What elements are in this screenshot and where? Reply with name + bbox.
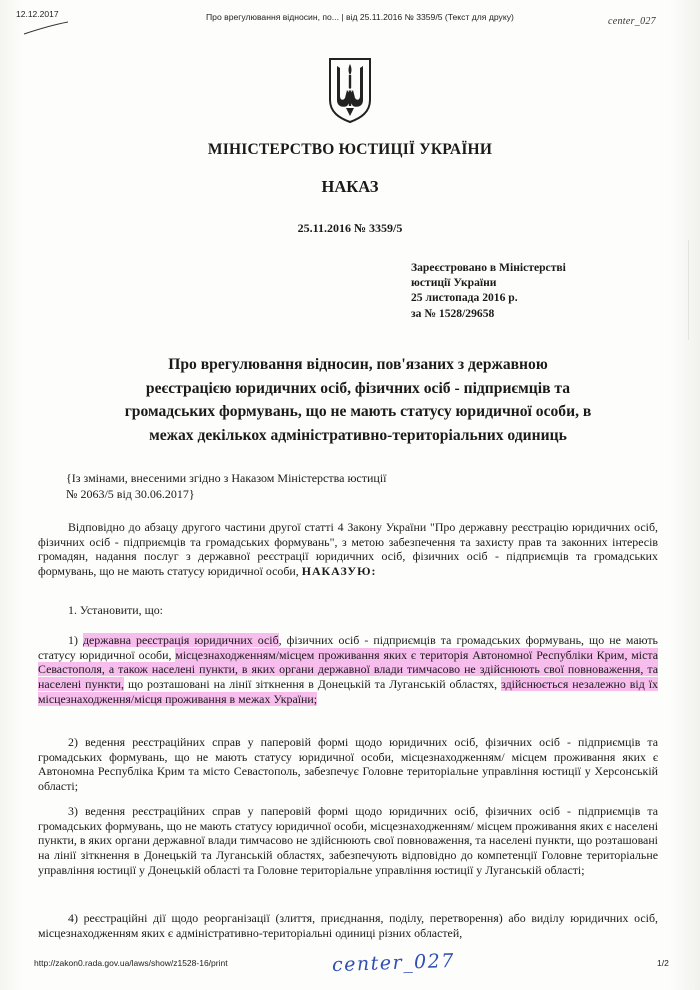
registration-line: Зареєстровано в Міністерстві: [411, 261, 566, 274]
registration-block: [411, 260, 566, 321]
ministry-name: МІНІСТЕРСТВО ЮСТИЦІЇ УКРАЇНИ: [207, 141, 493, 158]
print-header-title: Про врегулювання відносин, по... | від 25.11.2016 № 3359/5 (Текст для друку): [206, 12, 514, 22]
subitem-4: 4) реєстраційні дії щодо реорганізації (злиття, приєднання, поділу, перетворення) або виділу юридичних осіб, місцезнаходженням яких є адміністративно-територіальні одиниці різних областей,: [38, 911, 658, 940]
trident-icon: [327, 56, 373, 124]
document-number: 25.11.2016 № 3359/5: [297, 221, 403, 235]
amendment-line: {Із змінами, внесеними згідно з Наказом Міністерства юстиції: [66, 471, 387, 485]
title-line: реєстрацією юридичних осіб, фізичних осіб - підприємців та: [145, 379, 571, 397]
subitem-2: 2) ведення реєстраційних справ у паперовій формі щодо юридичних осіб, фізичних осіб - підприємців та громадських формувань, що не мають статусу юридичної особи, місцезнаходженням/ місцем проживання яких є Автономна Республіка Крим та місто Севастополь, забезпечує Головне територіальне управління юстиції у Херсонській області;: [38, 735, 658, 794]
subitem-text: що розташовані на лінії зіткнення в Донецькій та Луганській областях,: [124, 677, 502, 692]
print-date: 12.12.2017: [16, 9, 59, 19]
subitem-3: 3) ведення реєстраційних справ у паперовій формі щодо юридичних осіб, фізичних осіб - підприємців та громадських формувань, що не мають статусу юридичної особи, місцезнаходженням/ місцем проживання яких є населені пункти, в яких органи державної влади тимчасово не здійснюють свої повноваження, та населені пункти, що розташовані на лінії зіткнення в Донецькій та Луганській областях, забезпечують відповідно до компетенції Головне територіальне управління юстиції у Донецькій області та Головне територіальне управління юстиції у Луганській області;: [38, 804, 658, 877]
page-edge-mark: [688, 240, 689, 340]
preamble-paragraph: [38, 520, 658, 579]
document-type: НАКАЗ: [321, 177, 379, 196]
preamble-text: Відповідно до абзацу другого частини другої статті 4 Закону України "Про державну реєстрацію юридичних осіб, фізичних осіб - підприємців та громадських формувань", з метою забезпечення та захисту прав та законних інтересів громадян, надання послуг з державної реєстрації юридичних осіб, фізичних осіб - підприємців та громадських формувань, що не мають статусу юридичної особи,: [38, 520, 658, 579]
title-line: межах декількох адміністративно-територіальних одиниць: [149, 426, 567, 444]
title-line: Про врегулювання відносин, пов'язаних з державною: [168, 356, 548, 373]
registration-line: за № 1528/29658: [411, 306, 495, 320]
highlighted-text: державна реєстрація юридичних осіб: [82, 633, 279, 647]
subitem-1: [38, 633, 658, 707]
order-word: НАКАЗУЮ:: [301, 564, 377, 579]
document-title: [84, 353, 632, 447]
item-1-heading: 1. Установити, що:: [68, 603, 163, 617]
registration-line: юстиції України: [411, 276, 497, 290]
subitem-text: , фізичних осіб - підприємців та громадських формувань, що не мають статусу юридичної особи,: [38, 633, 658, 662]
stamp-bottom: center_027: [331, 949, 456, 977]
title-line: громадських формувань, що не мають статусу юридичної особи, в: [124, 403, 592, 421]
highlighted-text: здійснюється незалежно від їх місцезнаходження/місця проживання в межах України;: [38, 677, 658, 706]
print-footer-page: 1/2: [657, 958, 669, 968]
stamp-top: center_027: [608, 16, 656, 27]
pen-stroke: [22, 20, 70, 36]
highlighted-text: місцезнаходженням/місцем проживання яких є територія Автономної Республіки Крим, міста Севастополя, а також населені пункти, в яких органи державної влади тимчасово не здійснюють свої повноваження, та населені пункти,: [38, 647, 659, 692]
subitem-number: 1): [68, 633, 83, 647]
print-footer-url: http://zakon0.rada.gov.ua/laws/show/z1528-16/print: [34, 958, 228, 968]
registration-line: 25 листопада 2016 р.: [411, 291, 518, 305]
amendment-line: № 2063/5 від 30.06.2017}: [66, 487, 195, 501]
amendment-note: [66, 470, 387, 502]
